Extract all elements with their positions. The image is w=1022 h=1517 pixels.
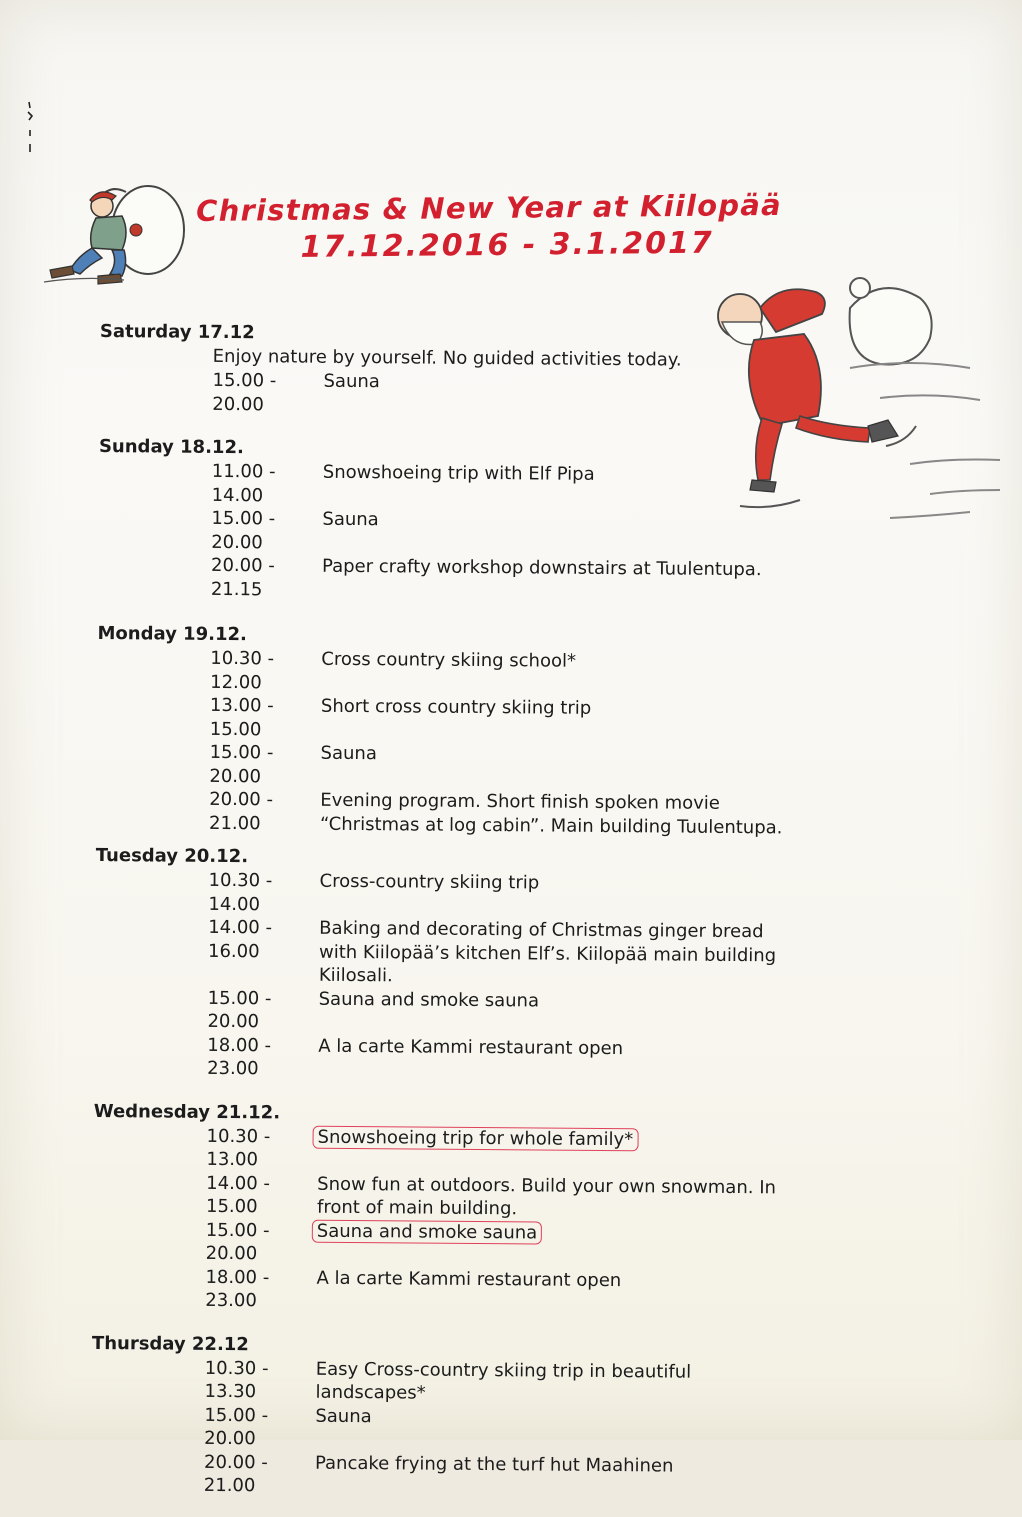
event-time: 20.00 - 21.00 — [203, 1451, 268, 1497]
event-time: 18.00 - 23.00 — [207, 1034, 272, 1080]
day-label: Monday 19.12. — [97, 622, 247, 646]
event-time: 20.00 - 21.00 — [208, 788, 274, 834]
day-block — [98, 435, 959, 607]
event-row — [98, 553, 958, 607]
day-block — [94, 844, 956, 1086]
day-label: Tuesday 20.12. — [95, 844, 249, 868]
event-row — [93, 1170, 953, 1224]
event-row — [94, 985, 954, 1039]
event-activity: Snowshoeing trip with Elf Pipa — [322, 461, 595, 485]
event-time: 14.00 - 16.00 — [207, 916, 273, 962]
event-time: 15.00 - 20.00 — [209, 741, 274, 787]
event-row — [91, 1402, 951, 1456]
event-row — [98, 506, 958, 560]
event-time: 10.30 - 13.00 — [206, 1125, 271, 1171]
event-activity: Baking and decorating of Christmas ginger bread with Kiilopää’s kitchen Elf’s. Kiilopää main building Kiilosali. — [318, 917, 777, 987]
day-note: Enjoy nature by yourself. No guided activities today. — [212, 345, 682, 371]
event-activity: Sauna — [322, 508, 379, 531]
event-row — [91, 1449, 951, 1503]
day-label: Thursday 22.12 — [91, 1332, 249, 1355]
event-activity: A la carte Kammi restaurant open — [318, 1035, 624, 1059]
event-row — [91, 1355, 951, 1409]
event-activity: Sauna and smoke sauna — [318, 988, 540, 1011]
event-time: 10.30 - 13.30 — [204, 1357, 269, 1403]
event-row — [95, 915, 956, 992]
event-activity: Pancake frying at the turf hut Maahinen — [314, 1452, 674, 1477]
title-line: Christmas & New Year at Kiilopää — [196, 187, 782, 228]
event-time: 15.00 - 20.00 — [205, 1219, 270, 1265]
schedule — [91, 320, 960, 1517]
event-activity: Sauna — [320, 742, 377, 765]
event-row — [94, 1032, 954, 1086]
event-activity: Short cross country skiing trip — [320, 695, 592, 719]
event-activity: Sauna — [323, 370, 380, 393]
event-activity: Cross country skiing school* — [321, 648, 577, 672]
event-time: 14.00 - 15.00 — [205, 1172, 271, 1218]
circled-activity: Snowshoeing trip for whole family* — [313, 1125, 639, 1151]
pen-mark — [26, 100, 34, 158]
event-row — [97, 693, 957, 747]
event-time: 10.30 - 12.00 — [210, 647, 275, 693]
event-row — [99, 459, 959, 513]
day-label: Saturday 17.12 — [99, 320, 255, 344]
event-row — [92, 1264, 952, 1318]
day-block — [92, 1099, 954, 1318]
event-row — [97, 646, 957, 700]
day-label: Sunday 18.12. — [98, 435, 244, 459]
event-row — [93, 1123, 953, 1177]
event-activity: Easy Cross-country skiing trip in beautiful landscapes* — [315, 1358, 692, 1404]
event-activity: Evening program. Short finish spoken movie “Christmas at log cabin”. Main building Tuulentupa. — [319, 789, 783, 838]
event-row — [99, 368, 959, 422]
document-title — [196, 185, 857, 268]
event-activity: Paper crafty workshop downstairs at Tuulentupa. — [321, 555, 762, 581]
event-time: 15.00 - 20.00 — [204, 1404, 269, 1450]
day-block — [91, 1331, 952, 1503]
event-activity — [317, 1125, 797, 1176]
event-time: 15.00 - 20.00 — [207, 987, 272, 1033]
circled-activity: Sauna and smoke sauna — [312, 1219, 543, 1244]
event-row — [95, 868, 955, 922]
event-row — [96, 740, 956, 794]
event-activity: Snow fun at outdoors. Build your own snowman. In front of main building. — [316, 1173, 777, 1220]
event-activity: Sauna — [315, 1405, 372, 1427]
event-time: 15.00 - 20.00 — [211, 507, 276, 553]
day-label: Wednesday 21.12. — [93, 1100, 281, 1123]
event-time: 20.00 - 21.15 — [210, 554, 275, 600]
event-time: 18.00 - 23.00 — [205, 1266, 270, 1312]
event-time: 10.30 - 14.00 — [208, 869, 273, 915]
event-activity: A la carte Kammi restaurant open — [316, 1267, 622, 1291]
event-activity — [317, 1219, 797, 1270]
elf-with-sack-icon — [40, 178, 190, 290]
day-block — [99, 320, 960, 422]
event-row — [93, 1217, 953, 1271]
event-time: 11.00 - 14.00 — [211, 460, 276, 506]
event-time: 13.00 - 15.00 — [209, 694, 274, 740]
event-time: 15.00 - 20.00 — [212, 369, 277, 415]
date-range: 17.12.2016 - 3.1.2017 — [300, 225, 714, 265]
day-block — [96, 622, 958, 841]
event-activity: Cross-country skiing trip — [319, 870, 540, 894]
event-row — [96, 787, 956, 841]
